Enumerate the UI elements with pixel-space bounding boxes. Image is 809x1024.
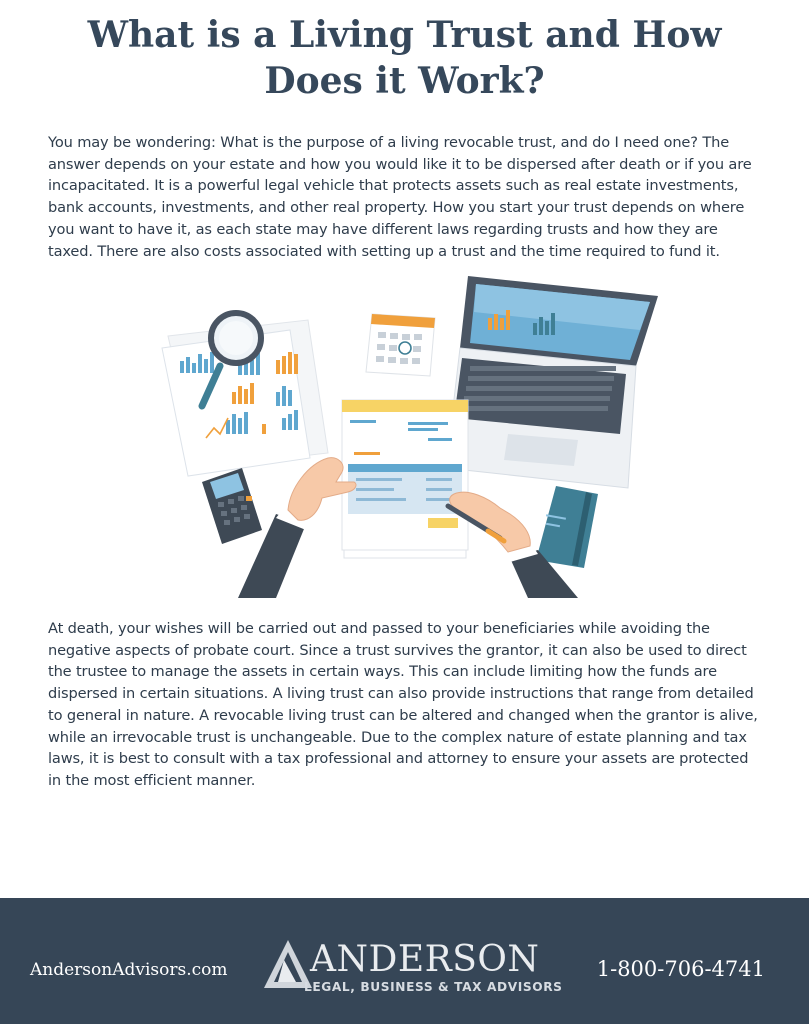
- anderson-tagline: LEGAL, BUSINESS & TAX ADVISORS: [304, 980, 563, 994]
- website-link[interactable]: AndersonAdvisors.com: [30, 960, 228, 980]
- phone-number[interactable]: 1-800-706-4741: [596, 957, 765, 981]
- details-paragraph: At death, your wishes will be carried out and passed to your beneficiaries while avoiding the negative aspects of probate court. Since a trust survives the grantor, it can also be used to direct the trustee to manage the assets in certain ways. This can include limiting how the funds are dispersed in certain situations. A living trust can also provide instructions that range from detailed to general in nature. A revocable living trust can be altered and changed when the grantor is alive, while an irrevocable trust is unchangeable. Due to the complex nature of estate planning and tax laws, it is best to consult with a tax professional and attorney to ensure your assets are protected in the most efficient manner.: [48, 620, 758, 789]
- desk-illustration: [158, 268, 670, 598]
- anderson-brand-name: ANDERSON: [310, 939, 540, 980]
- anderson-logo: [258, 938, 563, 1000]
- calculator-icon: [202, 468, 262, 544]
- invoice-document-icon: [342, 400, 468, 558]
- page-title-line-1: What is a Living Trust and How: [87, 14, 722, 56]
- page-title-line-2: Does it Work?: [264, 60, 545, 102]
- calendar-icon: [366, 314, 435, 376]
- laptop-icon: [446, 276, 658, 488]
- intro-paragraph: You may be wondering: What is the purpose of a living revocable trust, and do I need one? The answer depends on your estate and how you would like it to be dispersed after death or if you are incapacitated. It is a powerful legal vehicle that protects assets such as real estate investments, bank accounts, investments, and other real property. How you start your trust depends on where you want to have it, as each state may have different laws regarding trusts and how they are taxed. There are also costs associated with setting up a trust and the time required to fund it.: [48, 134, 752, 260]
- notebook-icon: [536, 486, 598, 568]
- page-title: [60, 12, 749, 104]
